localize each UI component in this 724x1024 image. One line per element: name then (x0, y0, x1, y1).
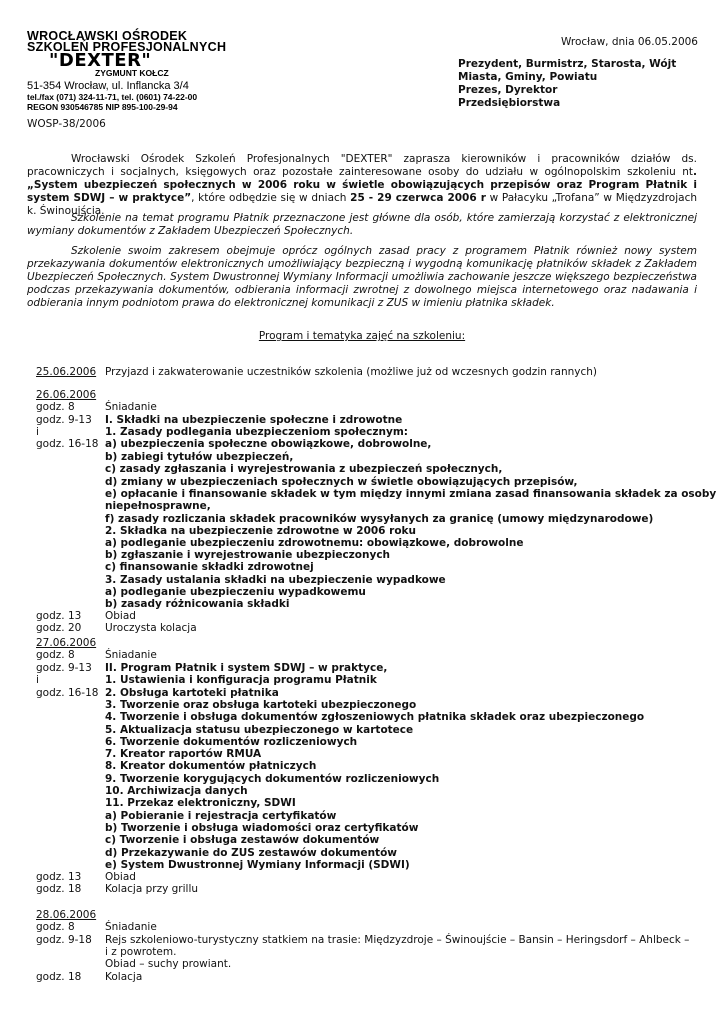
schedule-row (36, 561, 314, 573)
schedule-content: 4. Tworzenie i obsługa dokumentów zgłoszeniowych płatnika składek oraz ubezpieczonego (105, 711, 645, 723)
schedule-row (36, 476, 577, 488)
schedule-row (36, 773, 439, 785)
schedule-content: d) Przekazywanie do ZUS zestawów dokumentów (105, 847, 397, 859)
audience-text: Szkolenie na temat programu Płatnik przeznaczone jest główne dla osób, które zamierzają korzystać z elektronicznej wymiany dokumentów z Zakładem Ubezpieczeń Społecznych. (27, 212, 697, 237)
schedule-content: a) Pobieranie i rejestracja certyfikatów (105, 810, 337, 822)
schedule-row (36, 610, 136, 622)
schedule-row (36, 438, 431, 450)
training-dates: 25 - 29 czerwca 2006 r (350, 192, 486, 204)
schedule-time: godz. 8 (36, 649, 75, 661)
schedule-content: II. Program Płatnik i system SDWJ – w praktyce, (105, 662, 388, 674)
schedule-content: 9. Tworzenie korygujących dokumentów rozliczeniowych (105, 773, 440, 785)
logo-phone: tel./fax (071) 324-11-71, tel. (0601) 74-22-00 (27, 92, 198, 102)
schedule-row (36, 748, 261, 760)
schedule-row (36, 921, 157, 933)
schedule-row (36, 859, 410, 871)
schedule-time: godz. 13 (36, 610, 82, 622)
schedule-row (36, 525, 416, 537)
scope-text: Szkolenie swoim zakresem obejmuje oprócz ogólnych zasad pracy z programem Płatnik również nowy system przekazywania dokumentów elektronicznych umożliwiający bezpieczną i wygodną komunikację płatników składek z Zakładem Ubezpieczeń Społecznych. System Dwustronnej Wymiany Informacji umożliwia zachowanie jeszcze większego bezpieczeństwa podczas przekazywania dokumentów, odbierania informacji zwrotnej z dowolnego miejsca internetowego oraz nadawania i odbierania innym podniotom prawa do elektronicznej komunikacji z ZUS w imieniu płatnika składek. (27, 245, 697, 309)
logo-regon-nip: REGON 930546785 NIP 895-100-29-94 (27, 102, 178, 112)
schedule-content: 2. Składka na ubezpieczenie zdrowotne w 2006 roku (105, 525, 416, 537)
intro-text: , które odbędzie się w dniach (191, 192, 351, 204)
schedule-content: 5. Aktualizacja statusu ubezpieczonego w kartotece (105, 724, 414, 736)
schedule-row (36, 500, 211, 512)
schedule-content: 3. Tworzenie oraz obsługa kartoteki ubezpieczonego (105, 699, 417, 711)
logo-line-2: SZKOLEŃ PROFESJONALNYCH (27, 40, 227, 54)
scope-paragraph (27, 245, 697, 310)
schedule-content: 1. Ustawienia i konfiguracja programu Płatnik (105, 674, 377, 686)
schedule-row (36, 909, 105, 921)
schedule-row (36, 637, 105, 649)
schedule-content: I. Składki na ubezpieczenie społeczne i zdrowotne (105, 414, 403, 426)
schedule-row (36, 946, 176, 958)
schedule-content: 3. Zasady ustalania składki na ubezpieczenie wypadkowe (105, 574, 446, 586)
letter-date: Wrocław, dnia 06.05.2006 (560, 36, 698, 48)
schedule-row (36, 810, 336, 822)
schedule-content: e) System Dwustronnej Wymiany Informacji (SDWI) (105, 859, 410, 871)
schedule-content: c) Tworzenie i obsługa zestawów dokumentów (105, 834, 380, 846)
schedule-content: 1. Zasady podlegania ubezpieczeniom społecznym: (105, 426, 408, 438)
schedule-row (36, 736, 357, 748)
schedule-time: godz. 18 (36, 971, 82, 983)
schedule-content: i z powrotem. (105, 946, 177, 958)
program-title: Program i tematyka zajęć na szkoleniu: (258, 330, 466, 342)
schedule-row (36, 760, 316, 772)
schedule-content: Śniadanie (105, 921, 157, 933)
schedule-row (36, 401, 157, 413)
schedule-content: a) podleganie ubezpieczeniu zdrowotnemu: obowiązkowe, dobrowolne (105, 537, 524, 549)
schedule-row (36, 426, 408, 438)
schedule-content: b) zabiegi tytułów ubezpieczeń, (105, 451, 294, 463)
addressee-line: Przedsiębiorstwa (458, 97, 561, 109)
schedule-content: Obiad (105, 871, 136, 883)
company-logo (27, 31, 227, 112)
schedule-time: i (36, 674, 39, 686)
schedule-row (36, 699, 416, 711)
schedule-row (36, 822, 418, 834)
schedule-row (36, 871, 136, 883)
schedule-row (36, 414, 402, 426)
schedule-content: Przyjazd i zakwaterowanie uczestników szkolenia (możliwe już od wczesnych godzin rannych) (105, 366, 598, 378)
schedule-content: e) opłacanie i finansowanie składek w tym między innymi zmiana zasad finansowania składek za osoby (105, 488, 717, 500)
schedule-row (36, 622, 197, 634)
schedule-content: Kolacja przy grillu (105, 883, 199, 895)
addressee-line: Miasta, Gminy, Powiatu (458, 71, 598, 83)
schedule-content: c) zasady zgłaszania i wyrejestrowania z ubezpieczeń społecznych, (105, 463, 503, 475)
schedule-content: 2. Obsługa kartoteki płatnika (105, 687, 279, 699)
schedule-row (36, 537, 523, 549)
schedule-row (36, 389, 105, 401)
schedule-content: 7. Kreator raportów RMUA (105, 748, 262, 760)
schedule-row (36, 724, 413, 736)
reference-number: WOSP-38/2006 (27, 118, 106, 130)
intro-paragraph (27, 153, 697, 218)
schedule-time: i (36, 426, 39, 438)
schedule-row (36, 598, 289, 610)
schedule-content: Śniadanie (105, 649, 157, 661)
schedule-row (36, 463, 502, 475)
schedule-content: 6. Tworzenie dokumentów rozliczeniowych (105, 736, 358, 748)
schedule-content: c) finansowanie składki zdrowotnej (105, 561, 314, 573)
schedule-row (36, 785, 248, 797)
schedule-row (36, 451, 293, 463)
logo-address: 51-354 Wrocław, ul. Inflancka 3/4 (27, 80, 189, 92)
schedule-row (36, 971, 142, 983)
schedule-content: Śniadanie (105, 401, 157, 413)
schedule-row (36, 586, 366, 598)
logo-line-1: WROCŁAWSKI OŚRODEK (27, 29, 188, 43)
audience-paragraph (27, 212, 697, 238)
schedule-content: 10. Archiwizacja danych (105, 785, 248, 797)
schedule-content: b) Tworzenie i obsługa wiadomości oraz certyfikatów (105, 822, 419, 834)
schedule-content: Kolacja (105, 971, 143, 983)
schedule-row (36, 834, 379, 846)
schedule-content: 8. Kreator dokumentów płatniczych (105, 760, 317, 772)
schedule-time: godz. 18 (36, 883, 82, 895)
intro-text: Wrocławski Ośrodek Szkoleń Profesjonalnych "DEXTER" zaprasza kierowników i pracowników działów ds. pracowniczych i socjalnych, księgowych oraz pozostałe zainteresowane osoby do udziału w ogólnopolskim szkoleniu nt (27, 153, 697, 178)
schedule-time: godz. 9-13 (36, 662, 92, 674)
schedule-content: Obiad – suchy prowiant. (105, 958, 232, 970)
schedule-content: b) zgłaszanie i wyrejestrowanie ubezpieczonych (105, 549, 391, 561)
schedule-content: 11. Przekaz elektroniczny, SDWI (105, 797, 296, 809)
schedule-row (36, 934, 689, 946)
addressee-line: Prezydent, Burmistrz, Starosta, Wójt (458, 58, 677, 70)
schedule-row (36, 649, 157, 661)
schedule-row (36, 883, 198, 895)
schedule-date: 27.06.2006 (36, 637, 97, 649)
schedule-content: Obiad (105, 610, 136, 622)
schedule-date: 26.06.2006 (36, 389, 97, 401)
schedule-content: Rejs szkoleniowo-turystyczny statkiem na trasie: Międzyzdroje – Świnoujście – Bansin – Heringsdorf – Ahlbeck – (105, 934, 690, 946)
schedule-content: b) zasady różnicowania składki (105, 598, 290, 610)
schedule-time: godz. 9-13 (36, 414, 92, 426)
addressee-block (458, 58, 676, 110)
schedule-content: Uroczysta kolacja (105, 622, 197, 634)
schedule-time: godz. 9-18 (36, 934, 92, 946)
schedule-date: 25.06.2006 (36, 366, 97, 378)
schedule-date: 28.06.2006 (36, 909, 97, 921)
schedule-row (36, 674, 377, 686)
schedule-content: a) podleganie ubezpieczeniu wypadkowemu (105, 586, 366, 598)
schedule-row (36, 549, 390, 561)
logo-brand: "DEXTER" (49, 50, 152, 71)
schedule-row (36, 574, 446, 586)
schedule-row (36, 847, 397, 859)
schedule-row (36, 488, 716, 500)
schedule-time: godz. 8 (36, 921, 75, 933)
schedule-row (36, 958, 231, 970)
schedule-row (36, 513, 653, 525)
schedule-content: d) zmiany w ubezpieczeniach społecznych w świetle obowiązujących przepisów, (105, 476, 578, 488)
schedule-content: niepełnosprawne, (105, 500, 211, 512)
schedule-row (36, 797, 296, 809)
schedule-row (36, 711, 644, 723)
schedule-content: a) ubezpieczenia społeczne obowiązkowe, dobrowolne, (105, 438, 432, 450)
addressee-line: Prezes, Dyrektor (458, 84, 558, 96)
schedule-content: f) zasady rozliczania składek pracowników wysyłanych za granicę (umowy międzynarodowe) (105, 513, 654, 525)
training-title: . „System ubezpieczeń społecznych w 2006 roku w świetle obowiązujących przepisów oraz Program Płatnik i system SDWJ – w praktyce” (27, 166, 697, 204)
schedule-row (36, 662, 387, 674)
schedule-time: godz. 20 (36, 622, 82, 634)
schedule-row (36, 687, 279, 699)
schedule-row (36, 366, 597, 378)
logo-owner: ZYGMUNT KOŁCZ (95, 68, 169, 78)
schedule-time: godz. 8 (36, 401, 75, 413)
schedule-time: godz. 16-18 (36, 438, 99, 450)
intro-text: w Pałacyku „Trofana” w Międzyzdrojach k. Świnoujścia. (27, 192, 698, 217)
schedule-time: godz. 13 (36, 871, 82, 883)
schedule-time: godz. 16-18 (36, 687, 99, 699)
